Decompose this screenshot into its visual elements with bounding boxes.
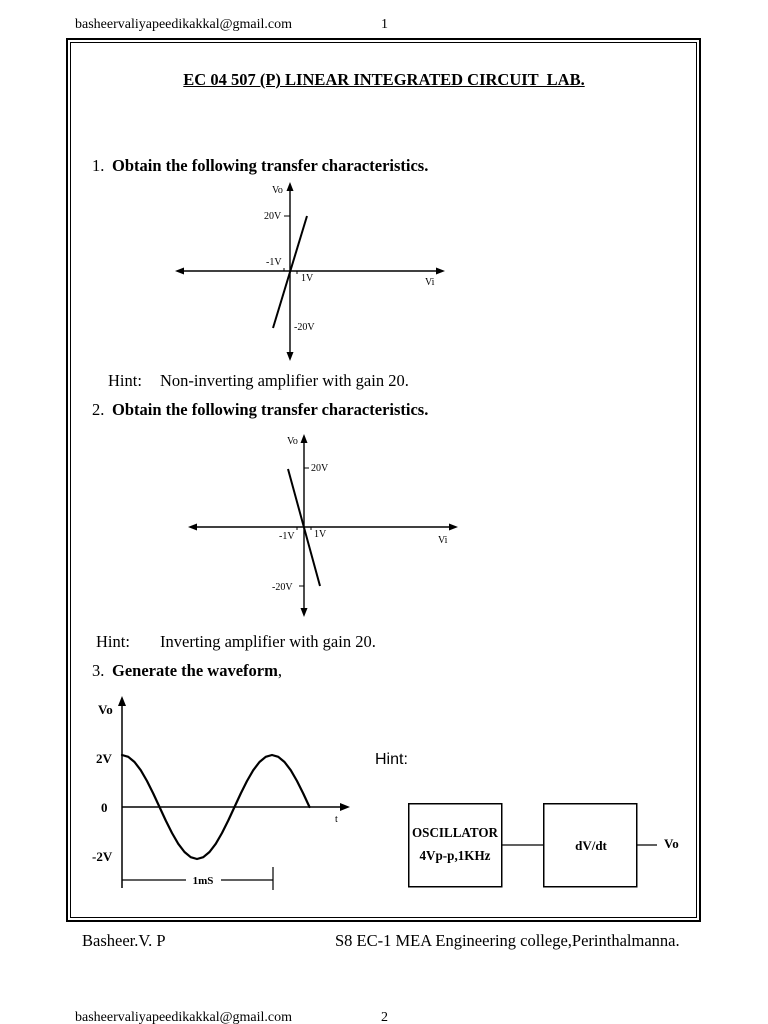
block-diagram xyxy=(400,795,690,895)
oscillator-block xyxy=(409,804,502,887)
x-pos-tick-label: 1V xyxy=(301,273,314,284)
y-neg-tick-label: -20V xyxy=(294,322,315,333)
x-axis-left-arrow xyxy=(175,268,184,275)
hint-2-label: Hint: xyxy=(96,632,130,651)
y-axis-label: Vo xyxy=(287,436,298,447)
question-3-text: Generate the waveform xyxy=(112,661,278,680)
output-label: Vo xyxy=(664,836,679,851)
figure-1-transfer-characteristic xyxy=(170,178,455,368)
oscillator-name: OSCILLATOR xyxy=(412,826,499,841)
document-title: EC 04 507 (P) LINEAR INTEGRATED CIRCUIT LAB. xyxy=(183,70,585,89)
hint-2-text: Inverting amplifier with gain 20. xyxy=(160,632,376,651)
x-pos-tick-label: 1V xyxy=(314,529,327,540)
x-neg-tick-label: -1V xyxy=(266,257,282,268)
oscillator-spec: 4Vp-p,1KHz xyxy=(419,849,491,864)
y-axis-down-arrow xyxy=(301,608,308,617)
figure-3-waveform xyxy=(85,692,355,892)
x-axis-left-arrow xyxy=(188,524,197,531)
question-3-number: 3. xyxy=(92,661,105,680)
y-pos-tick-label: 20V xyxy=(264,211,282,222)
footer-author: Basheer.V. P xyxy=(82,931,166,950)
y-tick-pos-label: 2V xyxy=(96,751,112,766)
hint-3-label: Hint: xyxy=(375,751,408,768)
y-pos-tick-label: 20V xyxy=(311,463,329,474)
hint-1-text: Non-inverting amplifier with gain 20. xyxy=(160,371,409,390)
x-neg-tick-label: -1V xyxy=(279,531,295,542)
y-neg-tick-label: -20V xyxy=(272,582,293,593)
x-axis-label: Vi xyxy=(438,535,448,546)
x-axis-label: Vi xyxy=(425,277,435,288)
y-axis-label: Vo xyxy=(98,702,113,717)
hint-1-label: Hint: xyxy=(108,371,142,390)
y-axis-down-arrow xyxy=(287,352,294,361)
x-axis-right-arrow xyxy=(449,524,458,531)
question-1-number: 1. xyxy=(92,156,105,175)
question-3-text-suffix: , xyxy=(277,661,282,680)
question-2-number: 2. xyxy=(92,400,105,419)
header-page-number: 1 xyxy=(381,17,388,32)
question-2-text: Obtain the following transfer characteristics. xyxy=(112,400,429,419)
period-label: 1mS xyxy=(192,875,214,887)
question-1-text: Obtain the following transfer characteristics. xyxy=(112,156,429,175)
y-axis-up-arrow xyxy=(118,696,126,706)
y-axis-label: Vo xyxy=(272,185,283,196)
x-axis-right-arrow xyxy=(340,803,350,811)
x-axis-label: t xyxy=(335,814,338,825)
y-tick-zero-label: 0 xyxy=(101,800,108,815)
question-3-line xyxy=(112,661,282,681)
y-axis-up-arrow xyxy=(287,182,294,191)
x-axis-right-arrow xyxy=(436,268,445,275)
page-2-header-email: basheervaliyapeedikakkal@gmail.com xyxy=(75,1011,292,1024)
header-email: basheervaliyapeedikakkal@gmail.com xyxy=(75,17,292,32)
page-2-header-page-number: 2 xyxy=(381,1011,388,1024)
y-axis-up-arrow xyxy=(301,434,308,443)
footer-institution: S8 EC-1 MEA Engineering college,Perinthalmanna. xyxy=(335,931,680,950)
differentiator-label: dV/dt xyxy=(575,838,607,853)
figure-2-transfer-characteristic xyxy=(183,429,463,622)
y-tick-neg-label: -2V xyxy=(92,849,113,864)
